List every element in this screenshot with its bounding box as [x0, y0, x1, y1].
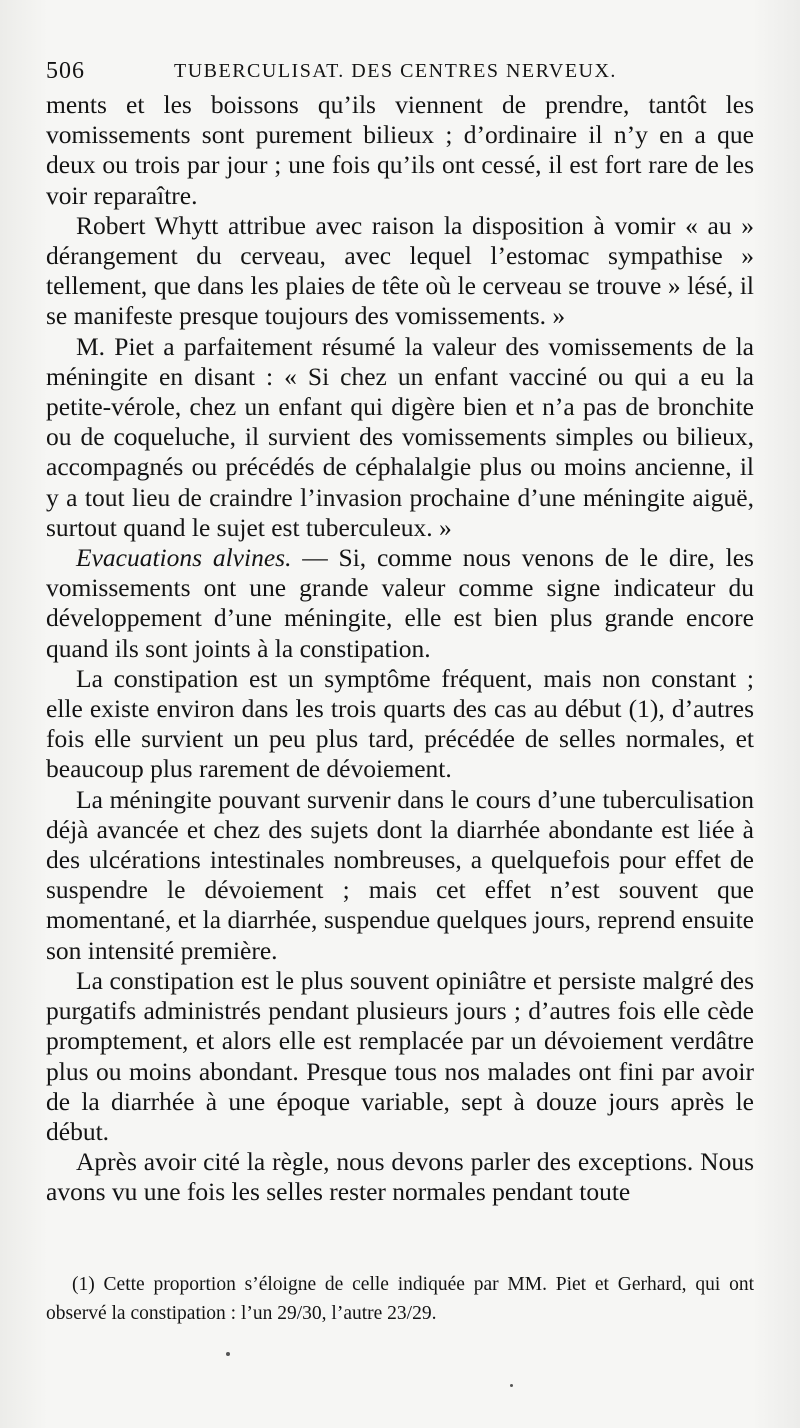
paragraph-4 — [46, 543, 754, 664]
paragraph-2: Robert Whytt attribue avec raison la disposition à vomir « au » dérangement du cerveau, avec lequel l’estomac sympathise » tellement, que dans les plaies de tête où le cerveau se trouve » lésé, il se manifeste presque toujours des vomissements. » — [46, 210, 754, 331]
paragraph-6: La méningite pouvant survenir dans le cours d’une tuberculisation déjà avancée et chez des sujets dont la diarrhée abondante est liée à des ulcérations intestinales nombreuses, a quelquefois pour effet de suspendre le dévoiement ; mais cet effet n’est souvent que momentané, et la diarrhée, suspendue quelques jours, reprend ensuite son intensité première. — [46, 784, 754, 965]
paragraph-8: Après avoir cité la règle, nous devons parler des exceptions. Nous avons vu une fois les selles rester normales pendant toute — [46, 1147, 754, 1207]
footnote-text: (1) Cette proportion s’éloigne de celle indiquée par MM. Piet et Gerhard, qui ont observé la constipation : l’un 29/30, l’autre 23/29. — [46, 1274, 754, 1324]
paragraph-3: M. Piet a parfaitement résumé la valeur des vomissements de la méningite en disant : « Si chez un enfant vacciné ou qui a eu la petite-vérole, chez un enfant qui digère bien et n’a pas de bronchite ou de coqueluche, il survient des vomissements simples ou bilieux, accompagnés ou précédés de céphalalgie plus ou moins ancienne, il y a tout lieu de craindre l’invasion prochaine d’une méningite aiguë, surtout quand le sujet est tuberculeux. » — [46, 331, 754, 542]
section-lead: Evacuations alvines. — [76, 543, 292, 573]
body-text — [46, 90, 754, 1208]
paragraph-4-text: — Si, comme nous venons de le dire, les vomissements ont une grande valeur comme signe indicateur du développement d’une méningite, elle est bien plus grande encore quand ils sont joints à la constipation. — [46, 543, 754, 663]
ink-speck — [510, 1384, 513, 1387]
paragraph-7: La constipation est le plus souvent opiniâtre et persiste malgré des purgatifs administrés pendant plusieurs jours ; d’autres fois elle cède promptement, et alors elle est remplacée par un dévoiement verdâtre plus ou moins abondant. Presque tous nos malades ont fini par avoir de la diarrhée à une époque variable, sept à douze jours après le début. — [46, 965, 754, 1146]
footnote — [46, 1270, 754, 1328]
running-head: TUBERCULISAT. DES CENTRES NERVEUX. — [174, 60, 617, 82]
page-header — [46, 58, 756, 92]
paragraph-1: ments et les boissons qu’ils viennent de prendre, tantôt les vomissements sont purement bilieux ; d’ordinaire il n’y en a que deux ou trois par jour ; une fois qu’ils ont cessé, il est fort rare de les voir reparaître. — [46, 90, 754, 210]
ink-speck — [226, 1352, 230, 1356]
page-number: 506 — [46, 58, 85, 84]
paragraph-5: La constipation est un symptôme fréquent, mais non constant ; elle existe environ dans les trois quarts des cas au début (1), d’autres fois elle survient un peu plus tard, précédée de selles normales, et beaucoup plus rarement de dévoiement. — [46, 663, 754, 784]
